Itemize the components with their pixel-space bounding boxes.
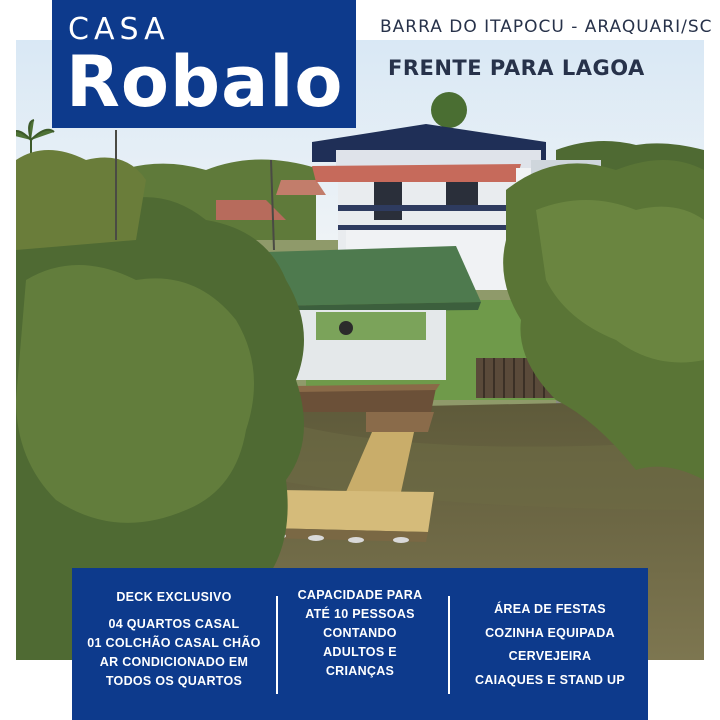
features-panel: [72, 568, 648, 720]
feature-item: ATÉ 10 PESSOAS: [305, 607, 415, 621]
feature-item: TODOS OS QUARTOS: [105, 674, 243, 688]
feature-item: 01 COLCHÃO CASAL CHÃO: [87, 636, 261, 650]
brand-title: Robalo: [66, 41, 344, 123]
feature-item: CAIAQUES E STAND UP: [475, 672, 625, 687]
tagline-text: FRENTE PARA LAGOA: [388, 56, 645, 80]
feature-item: ADULTOS E: [323, 645, 397, 659]
location-text: BARRA DO ITAPOCU - ARAQUARI/SC: [380, 17, 713, 37]
feature-item: CONTANDO: [323, 626, 397, 640]
feature-item: COZINHA EQUIPADA: [485, 625, 615, 640]
column-divider: [276, 596, 278, 694]
feature-item: ÁREA DE FESTAS: [494, 602, 606, 616]
features-column-1: [72, 588, 276, 691]
feature-item: 04 QUARTOS CASAL: [108, 617, 240, 631]
feature-item: DECK EXCLUSIVO: [116, 590, 232, 604]
features-column-2: [280, 586, 440, 681]
feature-item: CERVEJEIRA: [508, 649, 592, 663]
features-column-3: [452, 598, 648, 692]
feature-item: CRIANÇAS: [325, 664, 395, 678]
feature-item: CAPACIDADE PARA: [297, 588, 423, 602]
brand-box: [52, 0, 356, 128]
column-divider: [448, 596, 450, 694]
brand-line1: CASA: [68, 12, 170, 47]
feature-item: AR CONDICIONADO EM: [99, 655, 249, 669]
house-photo: [16, 40, 704, 660]
